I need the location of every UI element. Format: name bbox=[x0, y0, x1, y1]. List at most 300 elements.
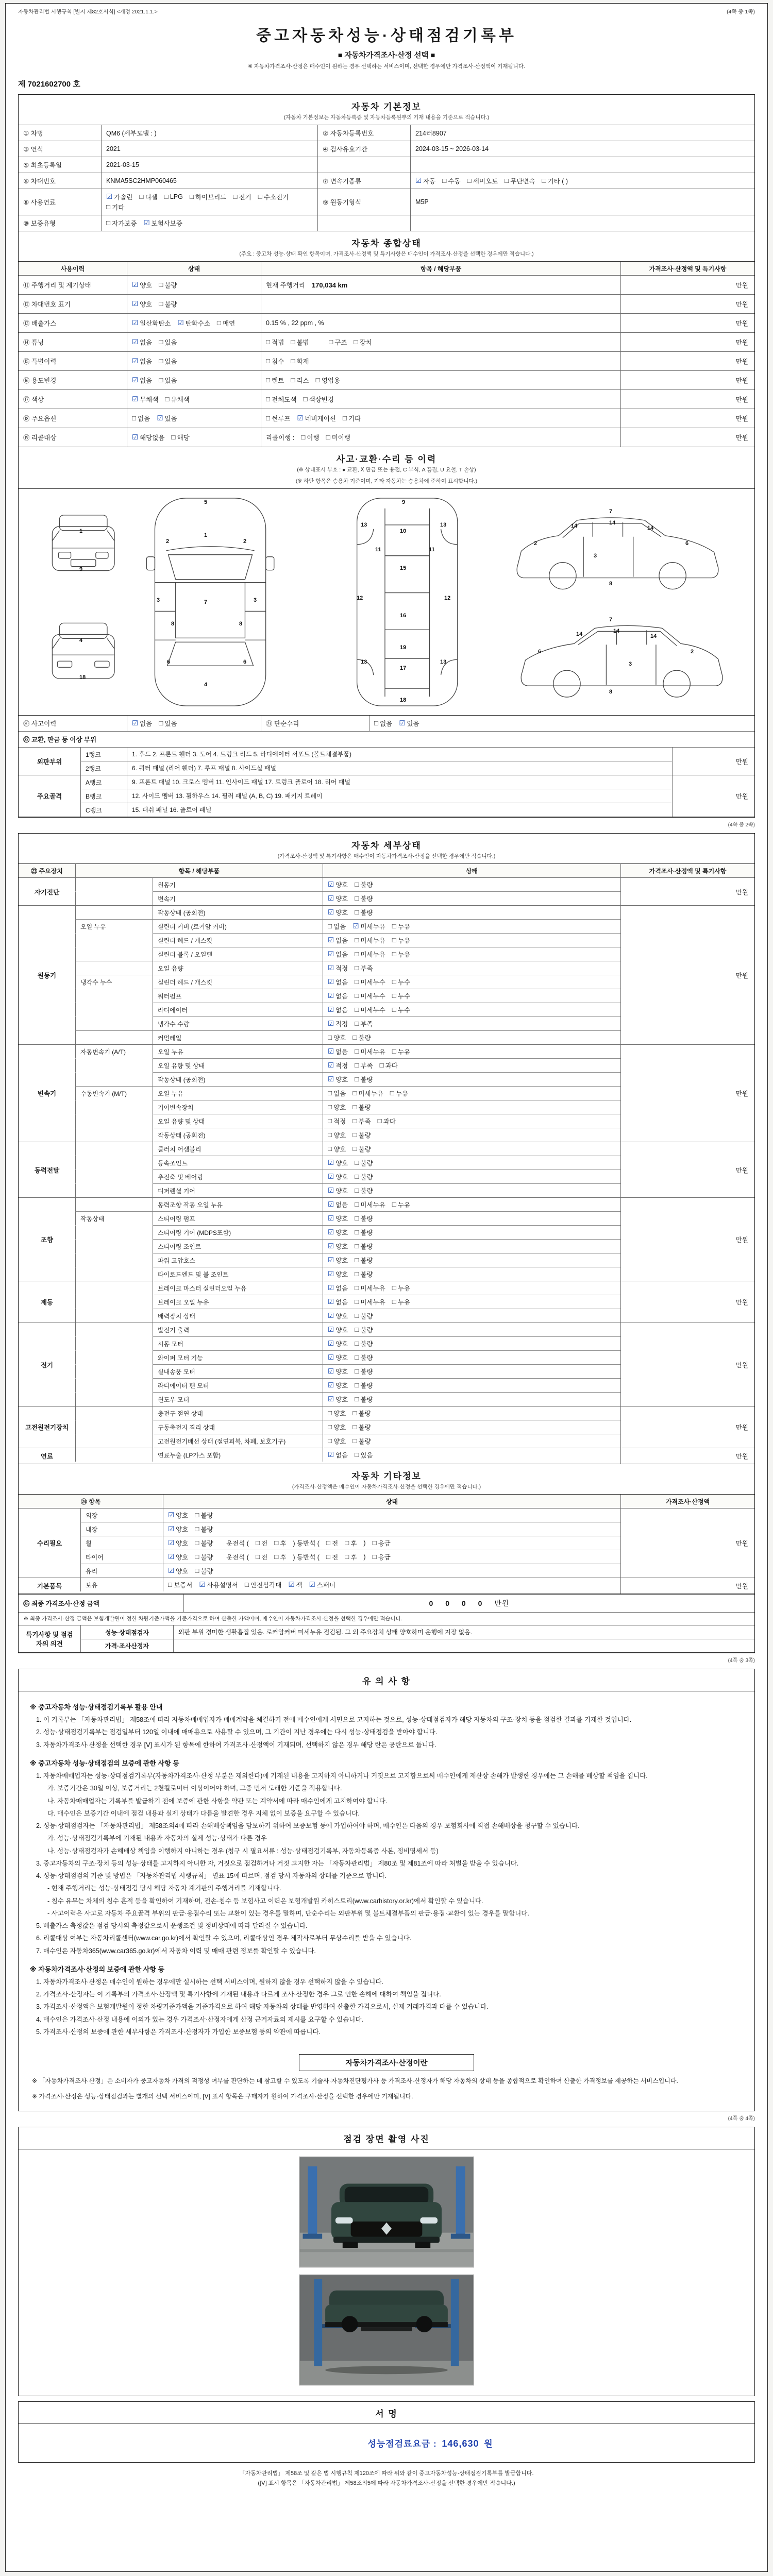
notice-line: 1. 이 기록부는 「자동차관리법」 제58조에 따라 자동차매매업자가 매매계약을 체결하기 전에 매수인에게 서면으로 고지하는 것으로, 성능·상태점검자가 해당 자동차의 구조·장치 등을 점검한 결과를 기재한 것입니다. bbox=[36, 1716, 632, 1724]
table-row bbox=[19, 313, 754, 332]
checkbox-icon: □ bbox=[301, 433, 306, 442]
field-label bbox=[317, 215, 410, 231]
checkbox-icon: ☑ bbox=[352, 922, 359, 930]
checkbox-icon: ☑ bbox=[328, 1242, 334, 1250]
checkbox-option bbox=[291, 337, 309, 347]
checkbox-option bbox=[220, 1552, 249, 1562]
option-label: 없음 bbox=[333, 1090, 346, 1097]
checkbox-icon: □ bbox=[329, 338, 333, 346]
option-label: 자가보증 bbox=[112, 220, 137, 227]
item-label: 실린더 헤드 / 개스킷 bbox=[153, 933, 323, 947]
checkbox-option bbox=[328, 1075, 348, 1084]
status-cell bbox=[323, 1364, 620, 1378]
checkbox-icon: □ bbox=[392, 1047, 396, 1056]
etc-item-row bbox=[80, 1509, 620, 1522]
checkbox-icon: □ bbox=[355, 1047, 359, 1056]
checkbox-option bbox=[328, 1367, 348, 1376]
checkbox-option bbox=[266, 319, 324, 327]
checkbox-option bbox=[106, 177, 177, 184]
option-label: 후 bbox=[350, 1554, 357, 1561]
checkbox-icon: □ bbox=[159, 300, 163, 308]
part-number-label: 14 bbox=[609, 520, 616, 526]
checkbox-option bbox=[352, 1409, 371, 1418]
status-cell bbox=[323, 947, 620, 961]
device-group-name: 자기진단 bbox=[34, 888, 60, 896]
checkbox-option bbox=[355, 1325, 373, 1334]
checkbox-option bbox=[355, 1311, 373, 1320]
item-subgroup bbox=[75, 1198, 153, 1211]
checkbox-icon: □ bbox=[244, 1581, 249, 1589]
checkbox-icon: □ bbox=[355, 1326, 359, 1334]
item-subgroup bbox=[75, 1128, 153, 1142]
notice-line: 나. 자동차매매업자는 기록부를 발급하기 전에 보증에 관한 사항을 약관 또는 계약서에 따라 매수인에게 고지하여야 합니다. bbox=[47, 1797, 388, 1805]
status-cell bbox=[323, 989, 620, 1003]
price-cell: 만원 bbox=[620, 1198, 754, 1281]
price-cell: 만원 bbox=[620, 1142, 754, 1197]
item-label: 실린더 헤드 / 개스킷 bbox=[153, 975, 323, 989]
item-subgroup bbox=[75, 1058, 153, 1072]
etc-group-name: 기본품목 bbox=[37, 1583, 62, 1590]
item-label: 유리 bbox=[80, 1564, 163, 1578]
part-number-label: 8 bbox=[609, 689, 613, 695]
row-label: ⑭ 튜닝 bbox=[23, 339, 44, 346]
checkbox-option bbox=[467, 176, 498, 185]
checkbox-option bbox=[352, 1103, 371, 1112]
checkbox-option bbox=[195, 1538, 213, 1548]
checkbox-icon: □ bbox=[328, 1437, 332, 1445]
device-item-row bbox=[75, 975, 620, 989]
notice-line: 2. 성능·상태점검기록부는 점검일부터 120일 이내에 매매용으로 사용할 수 있으며, 그 기간이 지난 경우에는 다시 성능·상태점검을 받아야 합니다. bbox=[36, 1728, 438, 1736]
device-item-row bbox=[75, 1225, 620, 1239]
checkbox-icon: □ bbox=[392, 992, 396, 1000]
checkbox-option bbox=[266, 357, 284, 366]
field-value bbox=[101, 173, 317, 189]
item-subgroup bbox=[75, 878, 153, 891]
checkbox-option bbox=[343, 414, 361, 423]
checkbox-option bbox=[164, 193, 183, 200]
option-label bbox=[316, 337, 323, 347]
status-cell bbox=[323, 961, 620, 975]
etc-title: 자동차 기타정보 bbox=[351, 1471, 422, 1481]
option-label: 없음 bbox=[140, 377, 153, 384]
status-cell bbox=[323, 1142, 620, 1156]
checkbox-icon: □ bbox=[352, 1409, 357, 1417]
part-number-label: 14 bbox=[647, 525, 654, 531]
checkbox-icon: □ bbox=[355, 1298, 359, 1306]
checkbox-option bbox=[132, 299, 152, 309]
checkbox-icon: □ bbox=[328, 1145, 332, 1153]
option-label: 잭 bbox=[296, 1582, 303, 1589]
checkbox-option bbox=[159, 280, 177, 290]
item-subgroup: 냉각수 누수 bbox=[75, 975, 153, 989]
item-label: 타이로드엔드 및 볼 조인트 bbox=[153, 1267, 323, 1281]
device-group bbox=[19, 878, 754, 905]
option-label: 썬루프 bbox=[272, 415, 291, 422]
checkbox-option bbox=[168, 1566, 188, 1575]
section-signature bbox=[18, 2401, 755, 2463]
checkbox-option bbox=[392, 1297, 410, 1307]
option-label: 있음 bbox=[164, 358, 177, 365]
option-label: 적정 bbox=[335, 1062, 348, 1070]
option-label: 불량 bbox=[358, 1410, 371, 1417]
item-subgroup bbox=[75, 1350, 153, 1364]
option-label: 양호 bbox=[176, 1568, 189, 1575]
checkbox-icon: □ bbox=[355, 1353, 359, 1362]
checkbox-option bbox=[326, 433, 350, 442]
item-label: 발전기 출력 bbox=[153, 1323, 323, 1336]
checkbox-option bbox=[352, 1130, 371, 1140]
option-label: 자동 bbox=[423, 178, 436, 185]
row-label: ⑪ 주행거리 및 계기상태 bbox=[23, 282, 91, 289]
option-label: 2024-03-15 ~ 2026-03-14 bbox=[415, 145, 489, 152]
checkbox-icon: □ bbox=[326, 1539, 331, 1547]
checkbox-option bbox=[293, 1538, 320, 1548]
checkbox-option bbox=[328, 1228, 348, 1237]
option-label: 없음 bbox=[335, 1201, 348, 1209]
checkbox-icon: □ bbox=[390, 1089, 394, 1097]
checkbox-option bbox=[139, 192, 157, 201]
notice-line: - 침수 유무는 차체의 침수 흔적 등을 확인하여 기재하며, 전손·침수 등 보험사고 이력은 보험개발원 카히스토리(www.carhistory.or.kr)에서 확인할 수 있습니다. bbox=[47, 1897, 483, 1905]
checkbox-option bbox=[168, 1552, 188, 1562]
checkbox-option bbox=[352, 1033, 371, 1042]
item-subgroup bbox=[75, 1156, 153, 1170]
checkbox-option bbox=[159, 337, 177, 347]
option-label: 없음 bbox=[335, 1048, 348, 1056]
checkbox-option bbox=[352, 1436, 371, 1446]
detail-cell bbox=[261, 352, 620, 370]
item-label: 오일 유량 및 상태 bbox=[153, 1114, 323, 1128]
checkbox-option bbox=[355, 1381, 373, 1390]
status-cell bbox=[369, 716, 754, 731]
item-subgroup bbox=[75, 961, 153, 975]
price-cell: 만원 bbox=[620, 1509, 754, 1578]
page-marker: (4쪽 중 3쪽) bbox=[728, 1658, 755, 1664]
checkbox-option bbox=[352, 922, 385, 931]
checkbox-icon: □ bbox=[355, 1367, 359, 1376]
item-label: 냉각수 수량 bbox=[153, 1016, 323, 1030]
part-number-label: 3 bbox=[629, 661, 632, 667]
checkbox-option bbox=[245, 1580, 282, 1589]
checkbox-icon: ☑ bbox=[328, 1340, 334, 1348]
option-label: 장치 bbox=[359, 339, 372, 346]
option-label: 미세누유 bbox=[360, 1285, 385, 1292]
option-label: 양호 bbox=[333, 1146, 346, 1153]
checkbox-option bbox=[274, 1538, 286, 1548]
checkbox-option bbox=[328, 991, 348, 1001]
field-value bbox=[101, 125, 317, 141]
checkbox-option bbox=[328, 977, 348, 987]
part-number-label: 1 bbox=[79, 528, 83, 534]
checkbox-option bbox=[195, 1566, 213, 1575]
option-label: 운전석 ( bbox=[220, 1540, 249, 1547]
accident-history-table bbox=[19, 715, 754, 817]
checkbox-option bbox=[328, 1395, 348, 1404]
option-label: 불량 bbox=[360, 882, 373, 889]
part-number-label: 14 bbox=[576, 631, 583, 637]
notice-line: 5. 가격조사·산정의 보증에 관한 세부사항은 가격조사·산정자가 가입한 보증보험 등의 약관에 따릅니다. bbox=[36, 2028, 321, 2036]
notice-line: 6. 리콜대상 여부는 자동차리콜센터(www.car.go.kr)에서 확인할 수 있으며, 리콜대상인 경우 제작사로부터 무상수리를 받을 수 있습니다. bbox=[36, 1935, 412, 1942]
checkbox-icon: □ bbox=[392, 936, 396, 944]
option-label: 누수 bbox=[397, 993, 411, 1000]
checkbox-option bbox=[355, 1172, 373, 1181]
device-item-row bbox=[75, 1295, 620, 1309]
option-label: 양호 bbox=[333, 1410, 346, 1417]
checkbox-option bbox=[217, 318, 235, 328]
checkbox-icon: ☑ bbox=[328, 1353, 334, 1362]
option-label: 무단변속 bbox=[510, 178, 535, 185]
device-item-row bbox=[75, 1128, 620, 1142]
field-label: ② 자동차등록번호 bbox=[317, 125, 410, 141]
checkbox-option bbox=[233, 192, 251, 201]
checkbox-icon: ☑ bbox=[328, 1047, 334, 1056]
price-cell: 만원 bbox=[620, 352, 754, 370]
option-label: 누유 bbox=[397, 937, 411, 944]
option-label: 적정 bbox=[335, 965, 348, 972]
checkbox-icon: □ bbox=[106, 219, 111, 227]
status-cell bbox=[323, 906, 620, 919]
checkbox-icon: □ bbox=[328, 1117, 332, 1125]
checkbox-icon: □ bbox=[326, 433, 330, 442]
parts-label-row bbox=[19, 731, 754, 747]
checkbox-icon: □ bbox=[328, 1103, 332, 1111]
damage-diagram bbox=[19, 488, 754, 715]
checkbox-icon: □ bbox=[355, 1242, 359, 1250]
part-number-label: 1 bbox=[204, 532, 208, 538]
document-number bbox=[18, 78, 755, 89]
option-label: 불량 bbox=[358, 1438, 371, 1445]
status-cell bbox=[323, 919, 620, 933]
checkbox-icon: □ bbox=[195, 1567, 199, 1575]
checkbox-icon: □ bbox=[132, 414, 137, 422]
checkbox-icon: □ bbox=[291, 376, 295, 384]
checkbox-option bbox=[352, 1089, 383, 1098]
option-label: 양호 bbox=[335, 1076, 348, 1083]
page-marker: (4쪽 중 1쪽) bbox=[727, 9, 755, 15]
checkbox-icon: ☑ bbox=[328, 908, 334, 917]
option-label: 불량 bbox=[360, 1271, 373, 1278]
item-label: 추진축 및 베어링 bbox=[153, 1170, 323, 1183]
option-label: 불량 bbox=[200, 1540, 213, 1547]
option-label: 불량 bbox=[360, 1396, 373, 1403]
checkbox-icon: ☑ bbox=[132, 433, 139, 442]
column-header: 상태 bbox=[163, 1495, 620, 1508]
option-label: 양호 bbox=[335, 1160, 348, 1167]
item-label: 기어변속장치 bbox=[153, 1100, 323, 1114]
option-label: 일산화탄소 bbox=[140, 320, 171, 327]
table-row bbox=[19, 294, 754, 313]
device-item-row bbox=[75, 1448, 620, 1462]
checkbox-icon: □ bbox=[328, 1131, 332, 1139]
option-label: 현재 주행거리 bbox=[266, 282, 305, 289]
option-label: 스패너 bbox=[316, 1582, 335, 1589]
device-item-row bbox=[75, 1100, 620, 1114]
option-label: 누유 bbox=[397, 951, 411, 958]
device-group bbox=[19, 905, 754, 1044]
rank-part-list: 15. 대쉬 패널 16. 플로어 패널 bbox=[127, 803, 672, 817]
option-label: 불량 bbox=[360, 1229, 373, 1236]
item-subgroup bbox=[75, 1114, 153, 1128]
part-number-label: 11 bbox=[375, 547, 381, 553]
checkbox-option bbox=[266, 433, 294, 442]
final-price-digits: 0 0 0 0 bbox=[429, 1599, 488, 1607]
option-label: LPG bbox=[170, 193, 183, 200]
checkbox-icon: □ bbox=[354, 338, 358, 346]
row-label: ㉑ 단순수리 bbox=[261, 716, 369, 731]
checkbox-icon: □ bbox=[379, 1061, 384, 1070]
checkbox-option bbox=[301, 433, 319, 442]
checkbox-icon: ☑ bbox=[328, 1214, 334, 1223]
device-items bbox=[75, 1142, 620, 1197]
item-subgroup bbox=[75, 1281, 153, 1295]
option-label: 있음 bbox=[164, 339, 177, 346]
final-price-row bbox=[19, 1595, 754, 1612]
option-label: 적정 bbox=[335, 1021, 348, 1028]
option-label: 2021-03-15 bbox=[106, 161, 139, 168]
item-label: 원동기 bbox=[153, 878, 323, 891]
option-label: 적법 bbox=[272, 339, 284, 346]
print-header bbox=[18, 8, 755, 15]
checkbox-option bbox=[328, 1186, 348, 1195]
checkbox-option bbox=[256, 1538, 267, 1548]
etc-item-row bbox=[80, 1578, 620, 1591]
option-label: 있음 bbox=[164, 720, 177, 727]
item-subgroup bbox=[75, 1003, 153, 1016]
part-number-label: 5 bbox=[204, 499, 208, 505]
device-item-row bbox=[75, 878, 620, 891]
rank-part-list: 1. 후드 2. 프론트 휀더 3. 도어 4. 트렁크 리드 5. 라디에이터 서포트 (볼트체결부품) bbox=[127, 748, 672, 761]
option-label: 전 bbox=[261, 1554, 268, 1561]
checkbox-option bbox=[355, 1200, 385, 1209]
checkbox-icon: ☑ bbox=[177, 319, 184, 327]
price-cell: 만원 bbox=[620, 1578, 754, 1594]
detail-groups bbox=[19, 877, 754, 1464]
opinion-author: 성능·상태점검자 bbox=[80, 1625, 173, 1639]
device-item-row bbox=[75, 1086, 620, 1100]
status-cell bbox=[323, 1239, 620, 1253]
status-cell bbox=[323, 1016, 620, 1030]
page-marker: (4쪽 중 4쪽) bbox=[728, 2115, 755, 2122]
option-label: 없음 bbox=[335, 1007, 348, 1014]
column-header: 항목 / 해당부품 bbox=[261, 262, 620, 275]
checkbox-option bbox=[355, 1256, 373, 1265]
rank-label: A랭크 bbox=[80, 775, 127, 789]
checkbox-option bbox=[326, 1538, 338, 1548]
parts-groups bbox=[19, 747, 754, 817]
option-label: 전체도색 bbox=[272, 396, 297, 403]
checkbox-icon: □ bbox=[355, 1340, 359, 1348]
option-label: 네비게이션 bbox=[305, 415, 336, 422]
checkbox-option bbox=[392, 922, 410, 931]
option-label: 없음 bbox=[140, 720, 153, 727]
table-header bbox=[19, 1495, 754, 1508]
item-label: 와이퍼 모터 기능 bbox=[153, 1350, 323, 1364]
item-label: 브레이크 오일 누유 bbox=[153, 1295, 323, 1309]
option-label: 없음 bbox=[335, 1285, 348, 1292]
checkbox-icon: □ bbox=[392, 950, 396, 958]
price-cell: 만원 bbox=[672, 775, 754, 817]
item-subgroup bbox=[75, 989, 153, 1003]
checkbox-option bbox=[328, 1019, 348, 1028]
item-subgroup bbox=[75, 906, 153, 919]
notice-line: 2. 성능·상태점검자는 「자동차관리법」 제58조의4에 따라 손해배상책임을 담보하기 위하여 보증보험 등에 가입하여야 하며, 매수인은 다음의 경우 보험회사에 직접 손해배상을 청구할 수 있습니다. bbox=[36, 1822, 580, 1829]
checkbox-option bbox=[106, 161, 139, 168]
final-price-note: ※ 최종 가격조사·산정 금액은 보험개발원이 정한 차량기준가액을 기준가격으로 하여 산출한 가액이며, 매수인이 자동차가격조사·산정을 선택한 경우에만 적습니다. bbox=[19, 1612, 754, 1625]
status-cell bbox=[163, 1550, 620, 1564]
status-cell bbox=[323, 1281, 620, 1295]
status-cell bbox=[127, 352, 261, 370]
checkbox-icon: □ bbox=[328, 1033, 332, 1042]
price-cell: 만원 bbox=[620, 1045, 754, 1142]
checkbox-icon: ☑ bbox=[328, 1075, 334, 1083]
etc-group bbox=[19, 1578, 754, 1594]
item-subgroup bbox=[75, 1420, 153, 1434]
part-number-label: 4 bbox=[204, 682, 208, 688]
price-cell: 만원 bbox=[620, 1323, 754, 1406]
comprehensive-rows bbox=[19, 275, 754, 447]
checkbox-option bbox=[392, 1005, 410, 1014]
row-label: ⑳ 사고이력 bbox=[23, 720, 57, 727]
definition-paragraphs bbox=[32, 2076, 741, 2102]
option-label: 누유 bbox=[395, 1090, 409, 1097]
checkbox-option bbox=[328, 922, 346, 931]
option-label: 미세누수 bbox=[360, 1007, 385, 1014]
checkbox-option bbox=[328, 1325, 348, 1334]
device-items bbox=[75, 1281, 620, 1323]
part-number-label: 13 bbox=[361, 522, 367, 528]
checkbox-option bbox=[106, 202, 124, 212]
checkbox-icon: ☑ bbox=[132, 300, 139, 308]
checkbox-icon: □ bbox=[352, 1103, 357, 1111]
checkbox-icon: ☑ bbox=[168, 1525, 175, 1533]
checkbox-icon: ☑ bbox=[328, 1200, 334, 1209]
checkbox-icon: □ bbox=[326, 1553, 331, 1561]
option-label: 안전삼각대 bbox=[250, 1582, 282, 1589]
price-cell: 만원 bbox=[620, 371, 754, 389]
checkbox-option bbox=[355, 1353, 373, 1362]
checkbox-icon: □ bbox=[355, 1173, 359, 1181]
option-label: 적정 bbox=[333, 1118, 346, 1125]
doc-no-prefix: 제 bbox=[18, 80, 26, 89]
part-number-label: 12 bbox=[357, 595, 363, 601]
item-label: 작동상태 (공회전) bbox=[153, 1128, 323, 1142]
option-label: 양호 bbox=[176, 1512, 189, 1519]
option-label: ) bbox=[363, 1553, 366, 1561]
checkbox-icon: □ bbox=[171, 433, 176, 442]
parts-group-name: 주요골격 bbox=[37, 793, 62, 800]
item-label: 오일 누유 bbox=[153, 1045, 323, 1058]
checkbox-icon: □ bbox=[355, 1214, 359, 1223]
option-label: 무채색 bbox=[140, 396, 159, 403]
option-label: 있음 bbox=[360, 1452, 373, 1459]
checkbox-icon: □ bbox=[355, 1061, 359, 1070]
status-cell bbox=[127, 314, 261, 332]
option-label: 세미오토 bbox=[473, 178, 498, 185]
checkbox-icon: ☑ bbox=[328, 1326, 334, 1334]
checkbox-option bbox=[328, 1130, 346, 1140]
checkbox-icon: ☑ bbox=[399, 719, 406, 727]
item-label: 오일 유량 및 상태 bbox=[153, 1058, 323, 1072]
device-group-name: 전기 bbox=[40, 1361, 54, 1369]
option-label: 전 bbox=[332, 1540, 339, 1547]
column-header: 상태 bbox=[323, 864, 620, 877]
checkbox-option bbox=[415, 176, 435, 185]
page-marker: (4쪽 중 2쪽) bbox=[728, 822, 755, 828]
field-label: ③ 연식 bbox=[23, 146, 43, 153]
item-subgroup bbox=[75, 1253, 153, 1267]
final-price-table bbox=[19, 1594, 754, 1653]
option-label: 리스 bbox=[296, 377, 309, 384]
checkbox-option bbox=[328, 1297, 348, 1307]
